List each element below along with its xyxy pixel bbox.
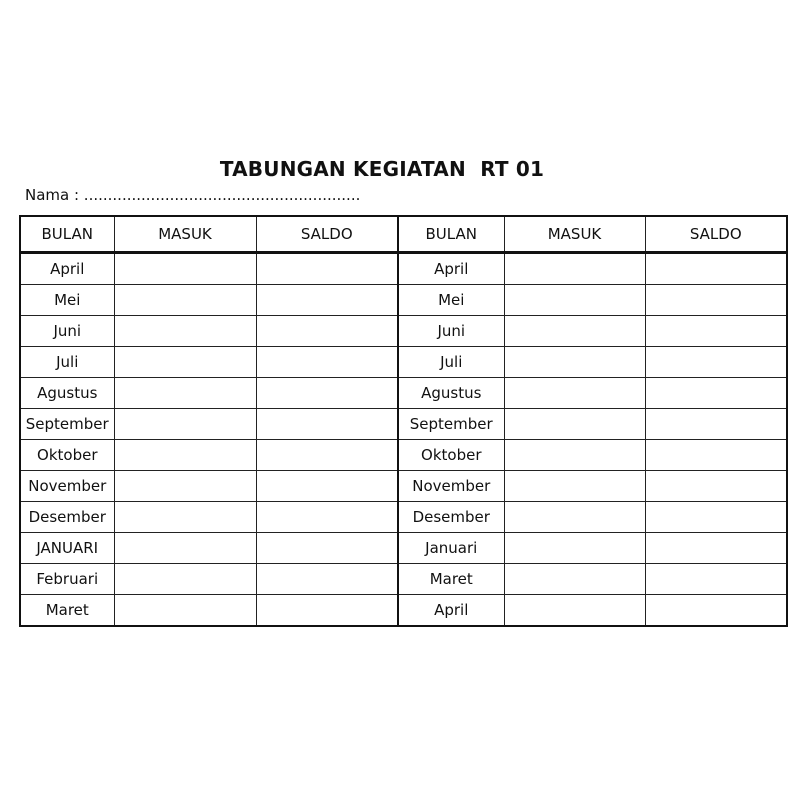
masuk-cell-left <box>114 502 256 533</box>
month-cell-left: JANUARI <box>20 533 114 564</box>
month-cell-left: September <box>20 409 114 440</box>
month-cell-right: Juni <box>398 316 504 347</box>
saldo-cell-left <box>256 285 398 316</box>
masuk-cell-left <box>114 564 256 595</box>
masuk-cell-left <box>114 378 256 409</box>
saldo-cell-right <box>645 253 787 285</box>
saldo-cell-left <box>256 378 398 409</box>
month-cell-left: Juni <box>20 316 114 347</box>
table-row <box>20 533 787 564</box>
document-title: TABUNGAN KEGIATAN RT 01 <box>219 157 545 181</box>
table-row <box>20 316 787 347</box>
month-cell-left: Juli <box>20 347 114 378</box>
table-row <box>20 440 787 471</box>
masuk-cell-right <box>504 347 645 378</box>
table-row <box>20 471 787 502</box>
saldo-cell-left <box>256 347 398 378</box>
name-field: Nama : .......................................................... <box>25 186 361 204</box>
month-cell-right: April <box>398 595 504 627</box>
table-row <box>20 253 787 285</box>
saldo-cell-left <box>256 471 398 502</box>
month-cell-right: Juli <box>398 347 504 378</box>
saldo-cell-left <box>256 533 398 564</box>
table-row <box>20 502 787 533</box>
masuk-cell-right <box>504 285 645 316</box>
saldo-cell-right <box>645 595 787 627</box>
table-row <box>20 409 787 440</box>
masuk-cell-right <box>504 502 645 533</box>
masuk-cell-left <box>114 285 256 316</box>
masuk-cell-right <box>504 253 645 285</box>
header-bulan-right: BULAN <box>398 216 504 253</box>
month-cell-left: Februari <box>20 564 114 595</box>
table-row <box>20 285 787 316</box>
masuk-cell-right <box>504 440 645 471</box>
masuk-cell-right <box>504 378 645 409</box>
month-cell-left: Oktober <box>20 440 114 471</box>
month-cell-right: September <box>398 409 504 440</box>
saldo-cell-right <box>645 440 787 471</box>
saldo-cell-right <box>645 471 787 502</box>
masuk-cell-left <box>114 440 256 471</box>
saldo-cell-left <box>256 253 398 285</box>
month-cell-right: Oktober <box>398 440 504 471</box>
header-masuk-left: MASUK <box>114 216 256 253</box>
saldo-cell-left <box>256 440 398 471</box>
saldo-cell-right <box>645 502 787 533</box>
masuk-cell-left <box>114 347 256 378</box>
month-cell-right: Maret <box>398 564 504 595</box>
masuk-cell-left <box>114 316 256 347</box>
table-row <box>20 564 787 595</box>
month-cell-right: Mei <box>398 285 504 316</box>
saldo-cell-left <box>256 409 398 440</box>
header-masuk-right: MASUK <box>504 216 645 253</box>
header-row <box>20 216 787 253</box>
month-cell-right: April <box>398 253 504 285</box>
masuk-cell-right <box>504 409 645 440</box>
month-cell-left: Desember <box>20 502 114 533</box>
saldo-cell-right <box>645 285 787 316</box>
table-row <box>20 347 787 378</box>
header-saldo-right: SALDO <box>645 216 787 253</box>
masuk-cell-right <box>504 533 645 564</box>
masuk-cell-right <box>504 471 645 502</box>
masuk-cell-right <box>504 316 645 347</box>
masuk-cell-left <box>114 253 256 285</box>
header-bulan-left: BULAN <box>20 216 114 253</box>
saldo-cell-right <box>645 378 787 409</box>
month-cell-right: Desember <box>398 502 504 533</box>
saldo-cell-left <box>256 502 398 533</box>
masuk-cell-left <box>114 595 256 627</box>
saldo-cell-right <box>645 316 787 347</box>
month-cell-left: Mei <box>20 285 114 316</box>
month-cell-right: Agustus <box>398 378 504 409</box>
masuk-cell-left <box>114 409 256 440</box>
month-cell-left: April <box>20 253 114 285</box>
month-cell-left: November <box>20 471 114 502</box>
masuk-cell-left <box>114 471 256 502</box>
saldo-cell-right <box>645 409 787 440</box>
month-cell-right: November <box>398 471 504 502</box>
table-row <box>20 378 787 409</box>
saldo-cell-right <box>645 533 787 564</box>
saldo-cell-left <box>256 564 398 595</box>
header-saldo-left: SALDO <box>256 216 398 253</box>
table-row <box>20 595 787 627</box>
month-cell-right: Januari <box>398 533 504 564</box>
saldo-cell-right <box>645 347 787 378</box>
masuk-cell-right <box>504 564 645 595</box>
masuk-cell-right <box>504 595 645 627</box>
masuk-cell-left <box>114 533 256 564</box>
month-cell-left: Agustus <box>20 378 114 409</box>
saldo-cell-right <box>645 564 787 595</box>
saldo-cell-left <box>256 595 398 627</box>
saldo-cell-left <box>256 316 398 347</box>
savings-table <box>19 215 788 627</box>
month-cell-left: Maret <box>20 595 114 627</box>
